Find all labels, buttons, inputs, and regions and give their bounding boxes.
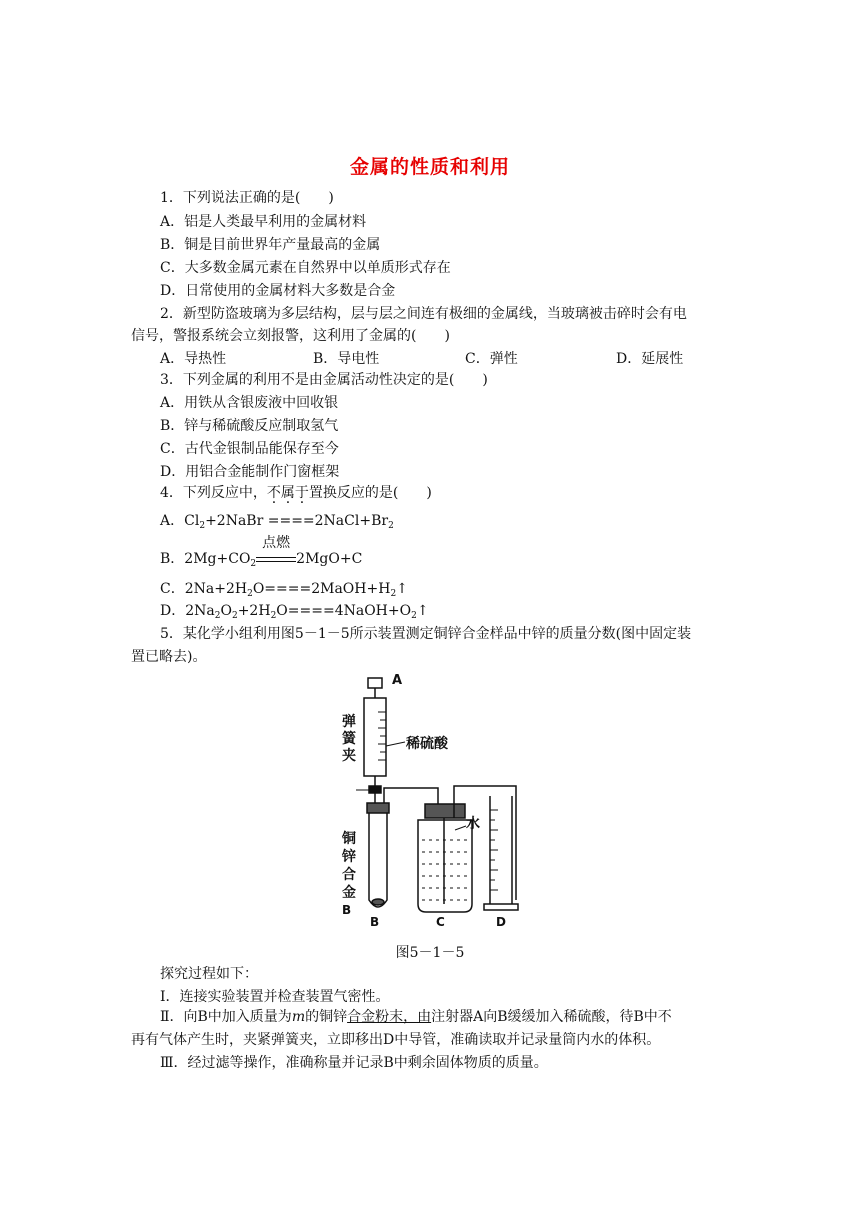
alloy-powder xyxy=(372,899,384,905)
emphasis-char: 属 xyxy=(280,485,295,501)
syringe-barrel xyxy=(364,698,386,776)
test-tube-b xyxy=(369,813,387,907)
q3-stem: 3．下列金属的利用不是由金属活动性决定的是( ) xyxy=(160,372,488,388)
label-b: B xyxy=(342,903,352,917)
q2-options xyxy=(160,348,760,366)
bottle-c xyxy=(418,820,472,912)
stopper-c xyxy=(425,804,465,818)
q2-line1: 2．新型防盗玻璃为多层结构，层与层之间连有极细的金属线，当玻璃被击碎时会有电 xyxy=(160,306,687,322)
apparatus-diagram xyxy=(330,668,530,930)
figure-caption: 图5－1－5 xyxy=(395,945,465,961)
reaction-condition: 点燃 xyxy=(256,550,296,568)
q2-option-b: B．导电性 xyxy=(313,351,380,367)
syringe-scale xyxy=(378,712,386,760)
label-d: D xyxy=(496,915,506,929)
label-alloy: 铜锌合金 xyxy=(342,831,356,901)
spring-clip xyxy=(369,786,381,793)
tube-c-to-d xyxy=(454,786,516,900)
q2-option-d: D．延展性 xyxy=(616,351,684,367)
q3-option-b: B．锌与稀硫酸反应制取氢气 xyxy=(160,418,339,434)
q3-option-c: C．古代金银制品能保存至今 xyxy=(160,441,339,457)
q1-stem: 1．下列说法正确的是( ) xyxy=(160,190,334,206)
q1-option-b: B．铜是目前世界年产量最高的金属 xyxy=(160,237,381,253)
procedure-intro: 探究过程如下： xyxy=(160,966,258,982)
leader-water xyxy=(455,826,466,830)
label-clip: 弹簧夹 xyxy=(342,714,356,764)
q4-option-d: D．$2Na_2O_2+2H_2O====4NaOH+O_2↑$ xyxy=(160,603,429,621)
q4-option-c: C．$2Na+2H_2O====2MaOH+H_2↑$ xyxy=(160,581,408,599)
q1-option-c: C．大多数金属元素在自然界中以单质形式存在 xyxy=(160,260,451,276)
q1-option-a: A．铝是人类最早利用的金属材料 xyxy=(160,214,367,230)
q5-line1: 5．某化学小组利用图5－1－5所示装置测定铜锌合金样品中锌的质量分数(图中固定装 xyxy=(160,626,692,642)
emphasis-char: 于 xyxy=(294,485,309,501)
mass-variable: m xyxy=(291,1009,306,1025)
label-c: C xyxy=(436,915,445,929)
q2-option-a: A．导热性 xyxy=(160,351,227,367)
label-a: A xyxy=(392,673,403,688)
procedure-step-1: Ⅰ．连接实验装置并检查装置气密性。 xyxy=(160,989,390,1005)
procedure-step-2-line2: 再有气体产生时，夹紧弹簧夹，立即移出D中导管，准确读取并记录量筒内水的体积。 xyxy=(131,1032,661,1048)
page-title: 金属的性质和利用 xyxy=(349,156,510,178)
q2-option-c: C．弹性 xyxy=(465,351,518,367)
cylinder-scale xyxy=(490,810,498,890)
stopper-b xyxy=(367,803,389,813)
q1-option-d: D．日常使用的金属材料大多数是合金 xyxy=(160,283,396,299)
q4-stem: 4．下列反应中，不属于置换反应的是( ) xyxy=(160,485,432,501)
cylinder-base xyxy=(484,904,518,910)
syringe-plunger-top xyxy=(368,678,382,688)
q2-line2: 信号，警报系统会立刻报警，这利用了金属的( ) xyxy=(131,328,450,344)
label-acid: 稀硫酸 xyxy=(406,736,448,752)
q5-line2: 置已略去)。 xyxy=(131,649,207,665)
leader-acid xyxy=(386,742,405,746)
q4-option-a: A．$Cl_2+2NaBr$ $====2NaCl+Br_2$ xyxy=(160,513,394,531)
procedure-step-3: Ⅲ．经过滤等操作，准确称量并记录B中剩余固体物质的质量。 xyxy=(160,1055,548,1071)
emphasis-char: 不 xyxy=(266,485,281,501)
label-b-letter: B xyxy=(370,915,380,929)
q4-option-b: B．$2Mg+CO_2$ 点燃 2MgO+C xyxy=(160,535,363,569)
q3-option-d: D．用铝合金能制作门窗框架 xyxy=(160,464,340,480)
water-c xyxy=(422,840,468,900)
q3-option-a: A．用铁从含银废液中回收银 xyxy=(160,395,339,411)
label-water: 水 xyxy=(466,816,480,832)
procedure-step-2: Ⅱ．向B中加入质量为m的铜锌合金粉末，由注射器A向B缓缓加入稀硫酸，待B中不 xyxy=(160,1009,672,1025)
